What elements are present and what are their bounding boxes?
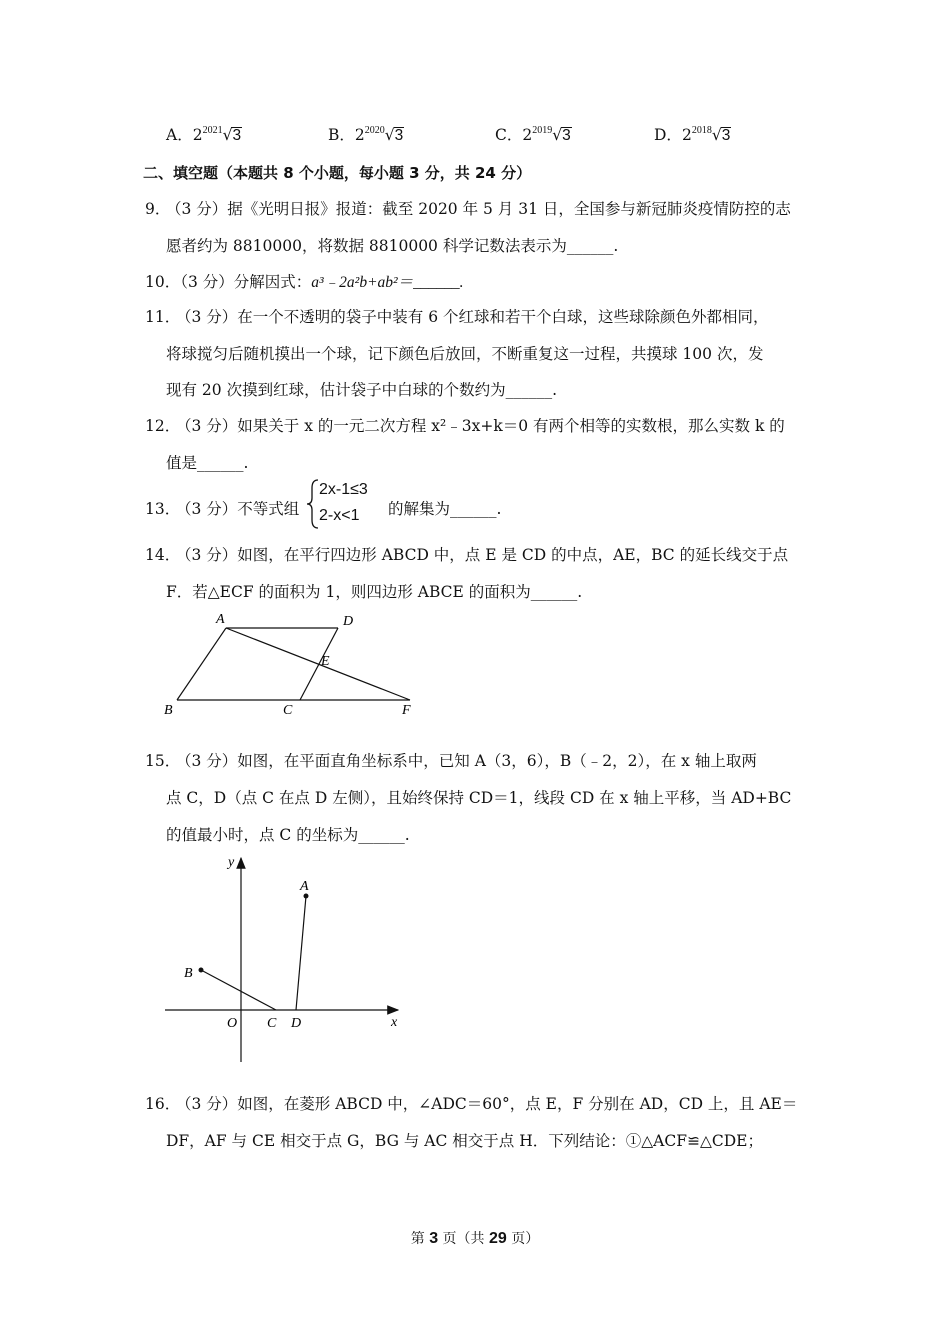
question-13-number: 13． xyxy=(145,500,181,518)
option-c: C．$2^{2019}√3$ xyxy=(495,125,571,144)
label-c: C xyxy=(267,1016,277,1031)
question-15-line3: 的值最小时，点 C 的坐标为______. xyxy=(166,826,410,844)
current-page: 3 xyxy=(429,1230,439,1247)
question-16-number: 16． xyxy=(145,1095,181,1113)
question-16-line1: （3 分）如图，在菱形 ABCD 中，∠ADC＝60°，点 E，F 分别在 AD，CD 上，且 AE＝ xyxy=(176,1095,798,1113)
question-14-line1: （3 分）如图，在平行四边形 ABCD 中，点 E 是 CD 的中点，AE，BC 的延长线交于点 xyxy=(176,546,789,564)
question-9-line1: （3 分）据《光明日报》报道：截至 2020 年 5 月 31 日，全国参与新冠肺炎疫情防控的志 xyxy=(166,200,791,218)
parallelogram-figure xyxy=(160,608,430,720)
question-15-number: 15． xyxy=(145,752,181,770)
question-14-line2: F．若△ECF 的面积为 1，则四边形 ABCE 的面积为______. xyxy=(166,583,583,601)
label-a: A xyxy=(216,612,225,627)
segment-af xyxy=(226,628,410,700)
point-b xyxy=(199,968,204,973)
segment-bc xyxy=(201,970,276,1010)
label-a: A xyxy=(300,879,309,894)
question-13-pre: （3 分）不等式组 xyxy=(176,500,300,518)
label-o: O xyxy=(227,1016,238,1031)
question-12-line1: （3 分）如果关于 x 的一元二次方程 x²﹣3x+k＝0 有两个相等的实数根，那么实数 k 的 xyxy=(176,417,785,435)
section-title: 二、填空题（本题共 8 个小题，每小题 3 分，共 24 分） xyxy=(143,164,532,182)
segment-ad xyxy=(296,896,306,1010)
question-12-line2: 值是______. xyxy=(166,454,249,472)
question-10-text: （3 分）分解因式： xyxy=(180,273,312,291)
label-x: x xyxy=(391,1015,398,1030)
question-11-number: 11． xyxy=(145,308,181,326)
label-b: B xyxy=(184,966,193,981)
label-d: D xyxy=(343,614,354,629)
inequality-2: 2-x<1 xyxy=(319,507,360,524)
coordinate-figure xyxy=(160,850,410,1070)
question-13-post: 的解集为______. xyxy=(388,500,502,518)
question-12-number: 12． xyxy=(145,417,181,435)
question-15-line2: 点 C，D（点 C 在点 D 左侧），且始终保持 CD＝1，线段 CD 在 x 轴上平移，当 AD+BC xyxy=(166,789,792,807)
inequality-system xyxy=(306,478,390,530)
option-a: A．$2^{2021}√3$ xyxy=(166,125,242,144)
label-y: y xyxy=(228,855,235,870)
question-15-line1: （3 分）如图，在平面直角坐标系中，已知 A（3，6），B（﹣2，2），在 x 轴上取两 xyxy=(176,752,757,770)
label-e: E xyxy=(321,654,330,669)
question-9-number: 9． xyxy=(145,200,171,218)
left-brace-icon xyxy=(306,478,320,530)
question-10 xyxy=(145,270,464,292)
question-11-line2: 将球搅匀后随机摸出一个球，记下颜色后放回，不断重复这一过程，共摸球 100 次，发 xyxy=(166,345,764,363)
total-pages: 29 xyxy=(489,1230,507,1247)
page-footer: 第 3 页（共 29 页） xyxy=(410,1230,540,1247)
option-d: D．$2^{2018}√3$ xyxy=(654,125,731,144)
question-10-expression: a³﹣2a²b+ab²＝______. xyxy=(311,274,464,291)
question-11-line1: （3 分）在一个不透明的袋子中装有 6 个红球和若干个白球，这些球除颜色外都相同， xyxy=(176,308,769,326)
label-d: D xyxy=(291,1016,302,1031)
label-c: C xyxy=(283,703,293,718)
inequality-1: 2x-1≤3 xyxy=(319,481,368,498)
point-a xyxy=(304,894,309,899)
question-11-line3: 现有 20 次摸到红球，估计袋子中白球的个数约为______. xyxy=(166,381,558,399)
question-16-line2: DF，AF 与 CE 相交于点 G，BG 与 AC 相交于点 H．下列结论：①△ACF≌△CDE； xyxy=(166,1132,763,1150)
segment-ab xyxy=(177,628,226,700)
question-10-number: 10． xyxy=(145,273,181,291)
label-f: F xyxy=(402,703,411,718)
question-14-number: 14． xyxy=(145,546,181,564)
question-9-line2: 愿者约为 8810000，将数据 8810000 科学记数法表示为______. xyxy=(166,237,619,255)
option-b: B．$2^{2020}√3$ xyxy=(328,125,404,144)
label-b: B xyxy=(164,703,173,718)
